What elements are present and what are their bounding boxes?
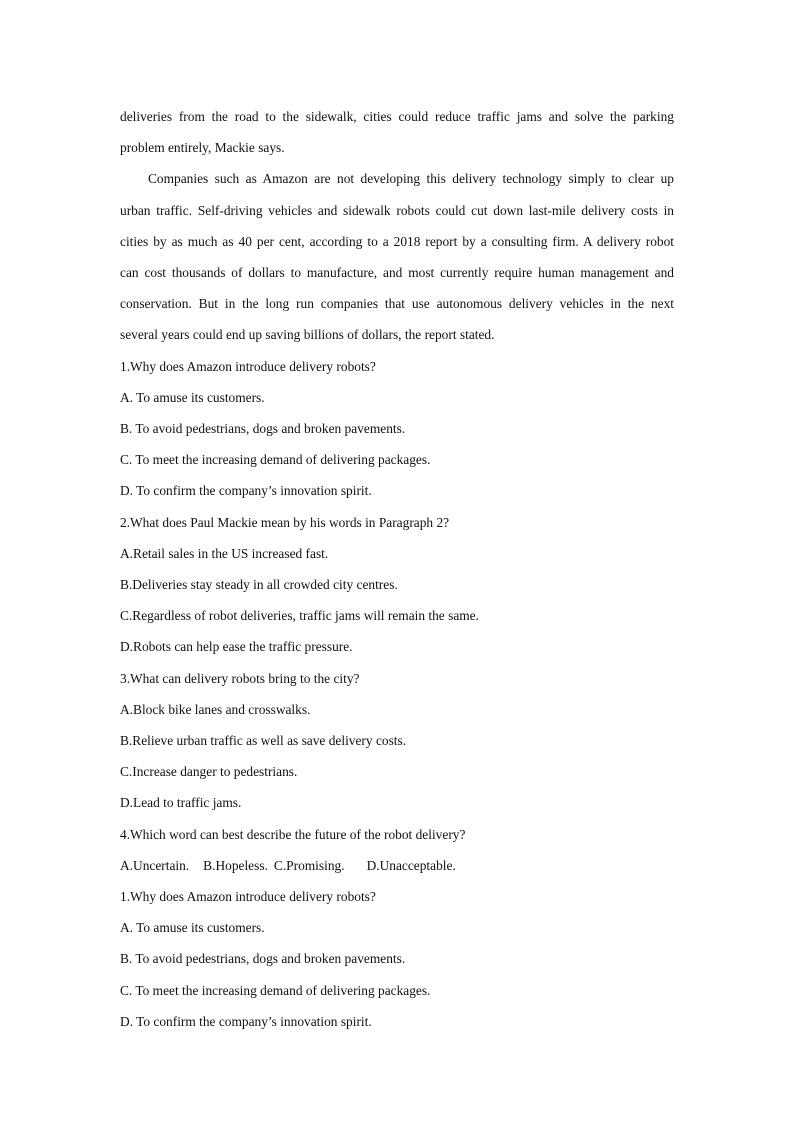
answer-option-c: C. To meet the increasing demand of delivering packages. xyxy=(120,982,431,998)
answer-option-d: D.Lead to traffic jams. xyxy=(120,795,242,811)
answer-option-b: B. To avoid pedestrians, dogs and broken pavements. xyxy=(120,951,406,967)
answer-option-a: A.Block bike lanes and crosswalks. xyxy=(120,701,311,717)
answer-option-c: C.Promising. xyxy=(273,857,345,873)
answer-option-d: D.Unacceptable. xyxy=(366,857,456,873)
question-stem: 4.Which word can best describe the future of the robot delivery? xyxy=(120,826,466,842)
answer-option-c: C. To meet the increasing demand of delivering packages. xyxy=(120,452,431,468)
text-line: deliveries from the road to the sidewalk, cities could reduce traffic jams and solve the parking xyxy=(120,109,674,124)
text-line: can cost thousands of dollars to manufacture, and most currently require human management and xyxy=(120,265,674,281)
answer-option-d: D. To confirm the company’s innovation spirit. xyxy=(120,1013,372,1029)
answer-option-a: A.Retail sales in the US increased fast. xyxy=(120,545,329,561)
question-stem: 1.Why does Amazon introduce delivery robots? xyxy=(120,889,376,905)
answer-option-a: A. To amuse its customers. xyxy=(120,389,265,405)
answer-option-d: D.Robots can help ease the traffic pressure. xyxy=(120,639,353,655)
passage-paragraph-2 xyxy=(120,163,674,350)
answer-option-d: D. To confirm the company’s innovation spirit. xyxy=(120,483,372,499)
answer-option-a: A.Uncertain. xyxy=(120,857,190,873)
answer-option-c: C.Increase danger to pedestrians. xyxy=(120,764,298,780)
question-1-repeat xyxy=(120,881,674,1037)
answer-option-b: B.Hopeless. xyxy=(203,857,268,873)
question-stem: 3.What can delivery robots bring to the city? xyxy=(120,670,360,686)
question-2 xyxy=(120,507,674,663)
answer-options-inline xyxy=(120,850,674,881)
document-body xyxy=(120,101,674,1037)
question-4 xyxy=(120,819,674,881)
question-stem: 2.What does Paul Mackie mean by his words in Paragraph 2? xyxy=(120,514,450,530)
passage-paragraph-1 xyxy=(120,101,674,163)
text-line: urban traffic. Self-driving vehicles and sidewalk robots could cut down last-mile delivery costs in xyxy=(120,202,674,218)
answer-option-b: B.Relieve urban traffic as well as save delivery costs. xyxy=(120,733,407,749)
text-line: problem entirely, Mackie says. xyxy=(120,140,285,156)
answer-option-c: C.Regardless of robot deliveries, traffic jams will remain the same. xyxy=(120,608,479,624)
answer-option-a: A. To amuse its customers. xyxy=(120,920,265,936)
answer-option-b: B.Deliveries stay steady in all crowded city centres. xyxy=(120,577,398,593)
question-3 xyxy=(120,663,674,819)
text-line: Companies such as Amazon are not developing this delivery technology simply to clear up xyxy=(148,171,674,187)
question-stem: 1.Why does Amazon introduce delivery robots? xyxy=(120,358,376,374)
text-line: several years could end up saving billions of dollars, the report stated. xyxy=(120,327,495,343)
answer-option-b: B. To avoid pedestrians, dogs and broken pavements. xyxy=(120,421,406,437)
text-line: cities by as much as 40 per cent, according to a 2018 report by a consulting firm. A delivery robot xyxy=(120,233,674,249)
question-1 xyxy=(120,351,674,507)
text-line: conservation. But in the long run companies that use autonomous delivery vehicles in the next xyxy=(120,296,674,312)
